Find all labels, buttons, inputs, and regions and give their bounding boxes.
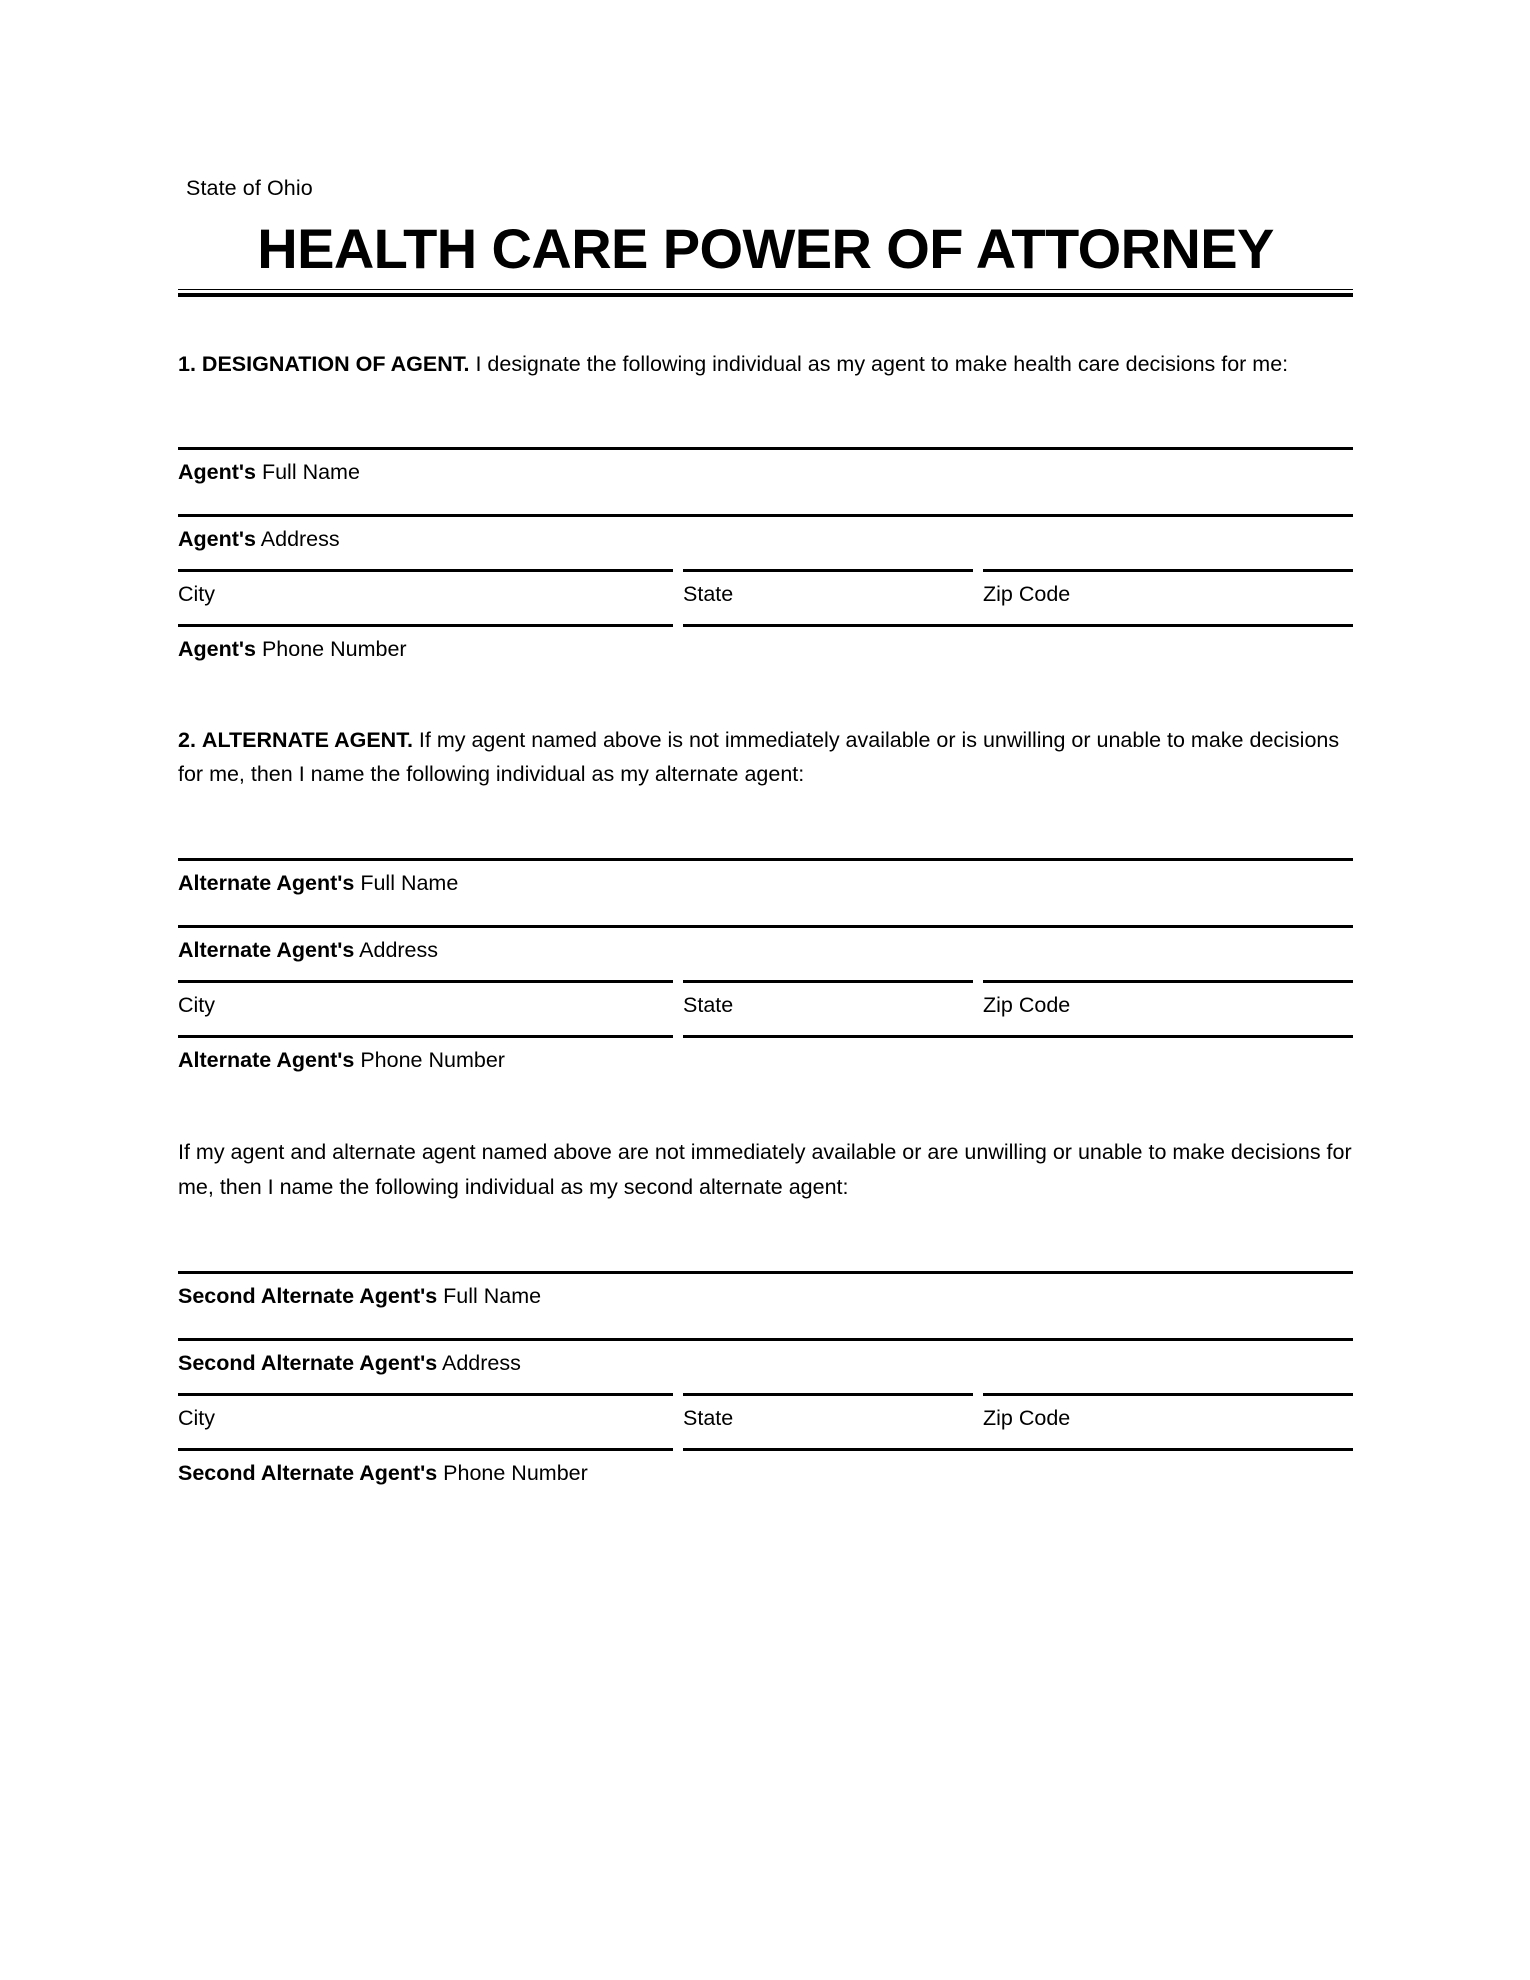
agent-full-name-label-rest: Full Name	[255, 460, 360, 485]
agent-full-name-label	[178, 450, 1353, 486]
alternate-agent-phone-rule-left	[178, 1035, 673, 1038]
alternate-agent-phone-label-rest: Phone Number	[354, 1047, 505, 1072]
second-alternate-agent-state-label: State	[683, 1405, 734, 1430]
agent-city-state-zip-row[interactable]	[178, 569, 1353, 608]
agent-phone-label-bold: Agent's	[178, 636, 256, 661]
second-alternate-agent-city-label: City	[178, 1405, 216, 1430]
second-alternate-agent-address-label-bold: Second Alternate Agent's	[178, 1350, 438, 1375]
alternate-agent-zip-label: Zip Code	[983, 992, 1071, 1017]
second-alternate-agent-full-name-label	[178, 1274, 1353, 1310]
document-content	[178, 176, 1353, 1486]
second-alternate-agent-phone-label-bold: Second Alternate Agent's	[178, 1460, 438, 1485]
section-2-body: If my agent named above is not immediately available or is unwilling or unable to make decisions for me, then I name the following individual as my alternate agent:	[178, 727, 1340, 787]
agent-phone-label-rest: Phone Number	[255, 636, 407, 661]
alternate-agent-full-name-label-rest: Full Name	[354, 871, 459, 896]
alternate-agent-zip-rule	[983, 980, 1353, 983]
section-1-fields	[178, 391, 1353, 662]
alternate-agent-city-state-zip-labels	[178, 983, 1353, 1019]
section-1-body: I designate the following individual as my agent to make health care decisions for me:	[469, 351, 1289, 376]
agent-phone-field[interactable]	[178, 624, 1353, 663]
agent-address-field[interactable]	[178, 514, 1353, 553]
agent-phone-label	[178, 627, 1353, 663]
second-alternate-agent-city-state-zip-row[interactable]	[178, 1393, 1353, 1432]
agent-city-state-zip-rules	[178, 569, 1353, 572]
agent-zip-label: Zip Code	[983, 582, 1071, 607]
section-3-body: If my agent and alternate agent named above are not immediately available or are unwilling or unable to make decisions for me, then I name the following individual as my second alternate agent:	[178, 1140, 1352, 1200]
second-alternate-agent-zip-label: Zip Code	[983, 1405, 1071, 1430]
section-2-heading: ALTERNATE AGENT.	[201, 727, 413, 752]
alternate-agent-city-rule	[178, 980, 673, 983]
second-alternate-agent-city-state-zip-rules	[178, 1393, 1353, 1396]
second-alternate-agent-phone-label	[178, 1451, 1353, 1487]
alternate-agent-address-label	[178, 928, 1353, 964]
agent-zip-rule	[983, 569, 1353, 572]
alternate-agent-phone-field[interactable]	[178, 1035, 1353, 1074]
alternate-agent-phone-rule-right	[683, 1035, 1353, 1038]
alternate-agent-address-label-rest: Address	[354, 938, 439, 963]
alternate-agent-state-label: State	[683, 992, 734, 1017]
second-alternate-agent-address-label	[178, 1341, 1353, 1377]
section-3-paragraph	[178, 1135, 1353, 1205]
section-1-heading: DESIGNATION OF AGENT.	[201, 351, 470, 376]
second-alternate-agent-zip-rule	[983, 1393, 1353, 1396]
agent-state-label: State	[683, 582, 734, 607]
agent-address-label-rest: Address	[255, 527, 340, 552]
section-1-number: 1.	[178, 351, 196, 376]
agent-full-name-label-bold: Agent's	[178, 460, 256, 485]
agent-full-name-field[interactable]	[178, 447, 1353, 486]
agent-phone-rule-right	[683, 624, 1353, 627]
alternate-agent-phone-label-bold: Alternate Agent's	[178, 1047, 355, 1072]
title-divider	[178, 289, 1353, 297]
agent-address-label-bold: Agent's	[178, 527, 256, 552]
section-2-fields	[178, 802, 1353, 1073]
alternate-agent-full-name-label	[178, 861, 1353, 897]
second-alternate-agent-phone-label-rest: Phone Number	[437, 1460, 588, 1485]
alternate-agent-full-name-label-bold: Alternate Agent's	[178, 871, 355, 896]
agent-address-label	[178, 517, 1353, 553]
alternate-agent-phone-label	[178, 1038, 1353, 1074]
alternate-agent-city-state-zip-row[interactable]	[178, 980, 1353, 1019]
alternate-agent-address-field[interactable]	[178, 925, 1353, 964]
alternate-agent-full-name-field[interactable]	[178, 858, 1353, 897]
alternate-agent-city-label: City	[178, 992, 216, 1017]
section-1-paragraph	[178, 347, 1353, 382]
agent-phone-rule-left	[178, 624, 673, 627]
alternate-agent-phone-rule	[178, 1035, 1353, 1038]
second-alternate-agent-full-name-field[interactable]	[178, 1271, 1353, 1310]
second-alternate-agent-city-state-zip-labels	[178, 1396, 1353, 1432]
agent-city-rule	[178, 569, 673, 572]
second-alternate-agent-phone-rule-right	[683, 1448, 1353, 1451]
second-alternate-agent-address-label-rest: Address	[437, 1350, 521, 1375]
second-alternate-agent-phone-field[interactable]	[178, 1448, 1353, 1487]
state-line: State of Ohio	[186, 176, 313, 200]
second-alternate-agent-phone-rule-left	[178, 1448, 673, 1451]
section-2-paragraph	[178, 723, 1353, 793]
second-alternate-agent-address-field[interactable]	[178, 1338, 1353, 1377]
agent-phone-rule	[178, 624, 1353, 627]
agent-city-label: City	[178, 582, 216, 607]
page-title: HEALTH CARE POWER OF ATTORNEY	[257, 216, 1274, 280]
second-alternate-agent-state-rule	[683, 1393, 973, 1396]
section-2-number: 2.	[178, 727, 196, 752]
second-alternate-agent-phone-rule	[178, 1448, 1353, 1451]
second-alternate-agent-full-name-label-bold: Second Alternate Agent's	[178, 1284, 438, 1309]
second-alternate-agent-city-rule	[178, 1393, 673, 1396]
alternate-agent-address-label-bold: Alternate Agent's	[178, 938, 355, 963]
alternate-agent-city-state-zip-rules	[178, 980, 1353, 983]
alternate-agent-state-rule	[683, 980, 973, 983]
second-alternate-agent-full-name-label-rest: Full Name	[437, 1284, 542, 1309]
agent-state-rule	[683, 569, 973, 572]
section-3-fields	[178, 1215, 1353, 1486]
agent-city-state-zip-labels	[178, 572, 1353, 608]
